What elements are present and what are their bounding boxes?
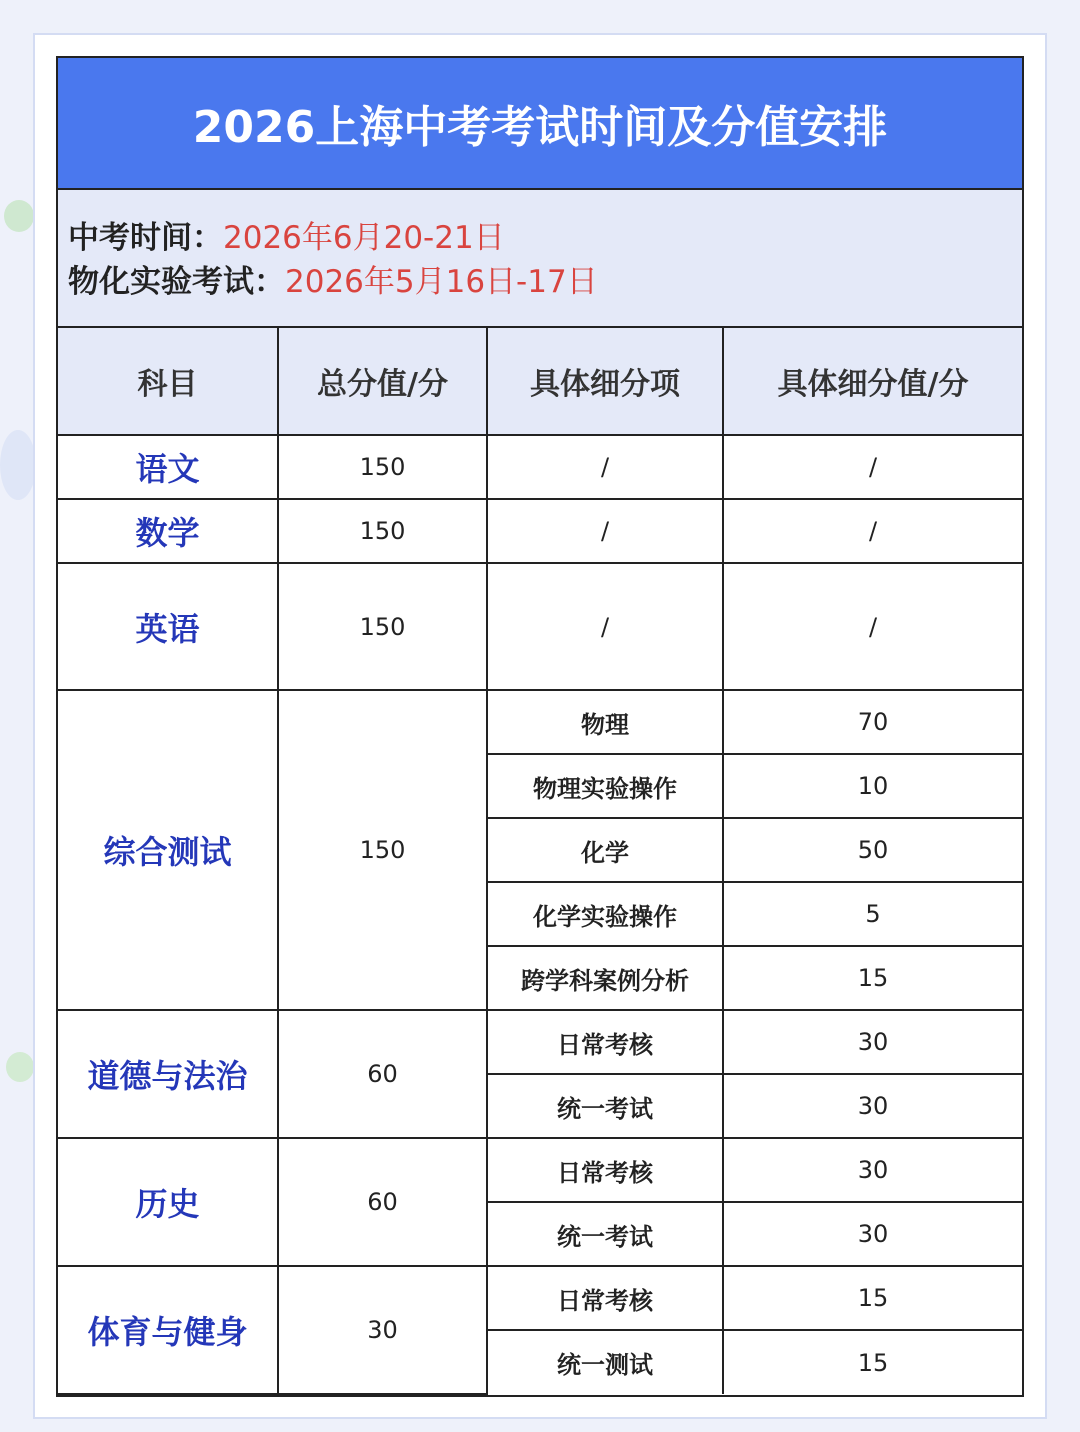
value-cell: 15: [723, 946, 1022, 1010]
value-cell: 30: [723, 1010, 1022, 1074]
value-cell: 30: [723, 1202, 1022, 1266]
lab-date-label: 物化实验考试：: [68, 264, 285, 300]
item-cell: 化学: [487, 818, 723, 882]
subject-cell: 历史: [58, 1138, 278, 1266]
total-cell: 150: [278, 563, 487, 690]
item-cell: 统一测试: [487, 1330, 723, 1394]
value-cell: /: [723, 563, 1022, 690]
table-row: [58, 1138, 1022, 1202]
item-cell: /: [487, 499, 723, 563]
lab-date-line: [68, 260, 1022, 304]
header-value: 具体细分值/分: [723, 328, 1022, 435]
value-cell: 15: [723, 1330, 1022, 1394]
table-row: [58, 1010, 1022, 1074]
item-cell: 日常考核: [487, 1266, 723, 1330]
header-subject: 科目: [58, 328, 278, 435]
value-cell: /: [723, 435, 1022, 499]
total-cell: 150: [278, 435, 487, 499]
table-header-row: [58, 328, 1022, 435]
total-cell: 30: [278, 1266, 487, 1394]
item-cell: 统一考试: [487, 1202, 723, 1266]
value-cell: 30: [723, 1074, 1022, 1138]
subject-cell: 语文: [58, 435, 278, 499]
decor-blob: [6, 1052, 34, 1082]
total-cell: 150: [278, 690, 487, 1010]
value-cell: 70: [723, 690, 1022, 754]
total-cell: 150: [278, 499, 487, 563]
item-cell: 物理实验操作: [487, 754, 723, 818]
page-title: 2026上海中考考试时间及分值安排: [58, 58, 1022, 190]
decor-blob: [0, 430, 36, 500]
header-item: 具体细分项: [487, 328, 723, 435]
value-cell: /: [723, 499, 1022, 563]
subject-cell: 英语: [58, 563, 278, 690]
item-cell: /: [487, 563, 723, 690]
value-cell: 5: [723, 882, 1022, 946]
subject-cell: 数学: [58, 499, 278, 563]
table-row: [58, 563, 1022, 690]
lab-date-value: 2026年5月16日-17日: [285, 264, 598, 300]
item-cell: 统一考试: [487, 1074, 723, 1138]
value-cell: 30: [723, 1138, 1022, 1202]
item-cell: /: [487, 435, 723, 499]
total-cell: 60: [278, 1010, 487, 1138]
header-total: 总分值/分: [278, 328, 487, 435]
value-cell: 50: [723, 818, 1022, 882]
item-cell: 日常考核: [487, 1138, 723, 1202]
item-cell: 物理: [487, 690, 723, 754]
item-cell: 跨学科案例分析: [487, 946, 723, 1010]
table-row: [58, 499, 1022, 563]
score-table: [58, 328, 1022, 1395]
decor-blob: [4, 200, 34, 232]
exam-info: [58, 190, 1022, 328]
exam-date-line: [68, 216, 1022, 260]
subject-cell: 体育与健身: [58, 1266, 278, 1394]
value-cell: 15: [723, 1266, 1022, 1330]
exam-date-label: 中考时间：: [68, 220, 223, 256]
item-cell: 化学实验操作: [487, 882, 723, 946]
table-row: [58, 690, 1022, 754]
table-row: [58, 435, 1022, 499]
exam-date-value: 2026年6月20-21日: [223, 220, 505, 256]
item-cell: 日常考核: [487, 1010, 723, 1074]
subject-cell: 综合测试: [58, 690, 278, 1010]
subject-cell: 道德与法治: [58, 1010, 278, 1138]
value-cell: 10: [723, 754, 1022, 818]
schedule-sheet: [56, 56, 1024, 1397]
table-row: [58, 1266, 1022, 1330]
total-cell: 60: [278, 1138, 487, 1266]
